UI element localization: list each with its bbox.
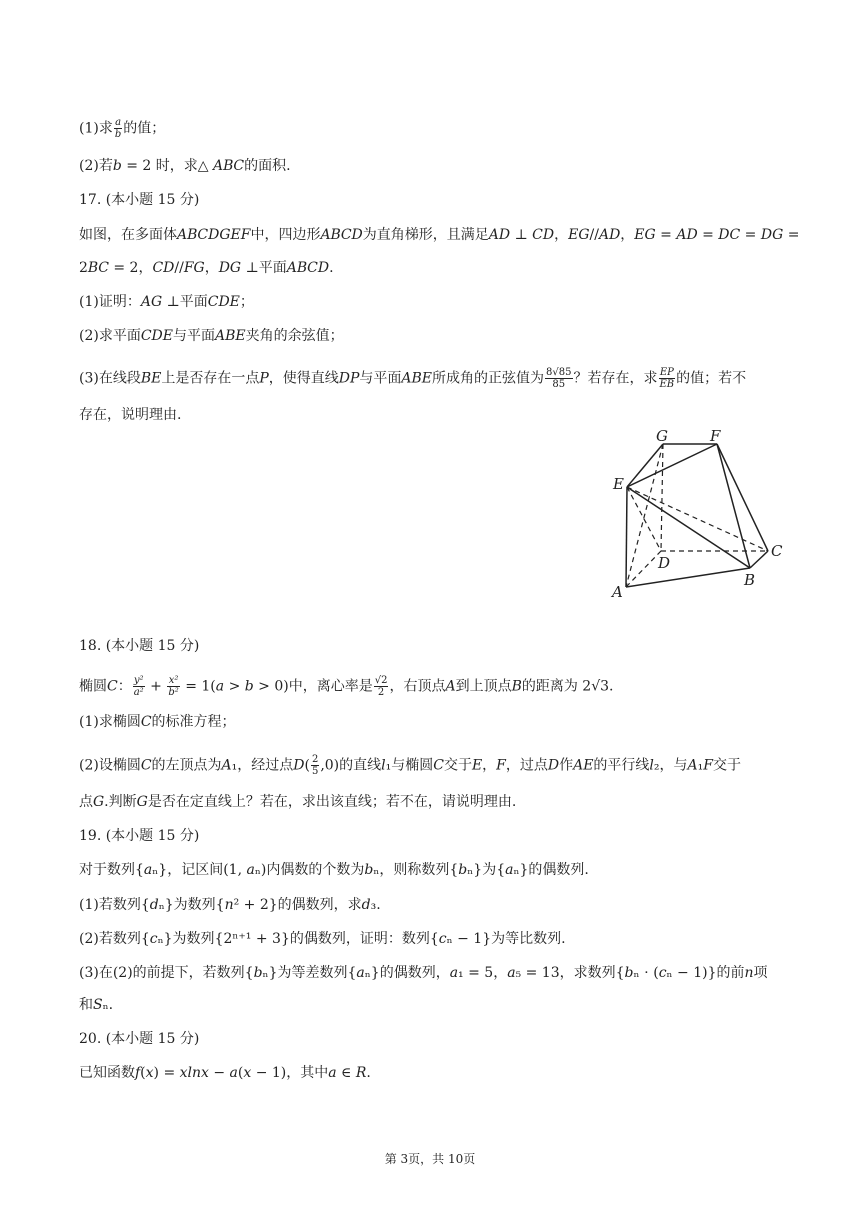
q16-part1-suffix: 的值； [123, 120, 166, 137]
fraction-denominator: b [114, 129, 122, 140]
plus-sign: + [145, 678, 167, 695]
q18-stem [79, 675, 614, 698]
label-C: C [771, 542, 783, 560]
edge-EC [627, 487, 768, 551]
edge-ED [627, 487, 661, 551]
edge-BC [750, 551, 768, 568]
q17-part3-text-b: ？若存在，求 [573, 370, 658, 387]
q17-part3-line1 [79, 367, 746, 390]
q19-part3-line1: (3)在(2)的前提下，若数列{𝑏ₙ}为等差数列{𝑎ₙ}的偶数列，𝑎₁ = 5，𝑎₅ = 13，求数列{𝑏ₙ ⋅ (𝑐ₙ − 1)}的前𝑛项 [79, 965, 768, 981]
edge-EA [626, 487, 627, 587]
q17-part3-text-a: (3)在线段𝐵𝐸上是否存在一点𝑃，使得直线𝐷𝑃与平面𝐴𝐵𝐸所成角的正弦值为 [79, 370, 545, 387]
fraction-numerator: 2 [311, 754, 319, 765]
q18-stem-text-b: = 1(𝑎 > 𝑏 > 0)中，离心率是 [180, 678, 373, 695]
page-footer: 第 3页，共 10页 [384, 1152, 476, 1166]
fraction-denominator: b² [168, 687, 179, 698]
fraction-denominator: 5 [311, 766, 319, 777]
q18-stem-text-a: 椭圆𝐶： [79, 678, 132, 695]
q18-part1: (1)求椭圆𝐶的标准方程； [79, 714, 236, 730]
fraction-numerator: √2 [374, 675, 388, 686]
fraction-denominator: a² [133, 687, 144, 698]
q18-part2-text-b: ,0)的直线𝑙₁与椭圆𝐶交于𝐸，𝐹，过点𝐷作𝐴𝐸的平行线𝑙₂，与𝐴₁𝐹交于 [320, 757, 741, 774]
edge-AB [626, 568, 750, 587]
fraction-2-over-5 [311, 754, 319, 777]
q17-header: 17. (本小题 15 分) [79, 192, 200, 208]
q17-part2: (2)求平面𝐶𝐷𝐸与平面𝐴𝐵𝐸夹角的余弦值； [79, 328, 344, 344]
q18-part2-line2: 点𝐺.判断𝐺是否在定直线上？若在，求出该直线；若不在，请说明理由. [79, 794, 517, 810]
q20-header: 20. (本小题 15 分) [79, 1031, 200, 1047]
q19-part3-line2: 和𝑆ₙ. [79, 997, 114, 1013]
fraction-x2-over-b2 [167, 675, 179, 698]
fraction-denominator: 85 [552, 379, 566, 390]
fraction-numerator: EP [659, 367, 674, 378]
q16-part1 [79, 117, 165, 140]
label-G: G [656, 427, 668, 445]
fraction-numerator: x² [168, 675, 179, 686]
q18-part2-text-a: (2)设椭圆𝐶的左顶点为𝐴₁，经过点𝐷( [79, 757, 310, 774]
fraction-denominator: 2 [377, 687, 385, 698]
label-A: A [612, 583, 623, 601]
fraction-numerator: y² [133, 675, 144, 686]
q19-part1: (1)若数列{𝑑ₙ}为数列{𝑛² + 2}的偶数列，求𝑑₃. [79, 897, 381, 913]
q17-stem-line2: 2𝐵𝐶 = 2，𝐶𝐷//𝐹𝐺，𝐷𝐺 ⊥平面𝐴𝐵𝐶𝐷. [79, 260, 334, 276]
label-E: E [613, 475, 624, 493]
fraction-y2-over-a2 [133, 675, 145, 698]
q17-part3-text-c: 的值；若不 [676, 370, 747, 387]
edge-GD [661, 444, 663, 551]
edge-EF [627, 444, 717, 487]
q18-stem-text-c: ，右顶点𝐴到上顶点𝐵的距离为 2√3. [389, 678, 614, 695]
q20-stem: 已知函数𝑓(𝑥) = 𝑥𝑙𝑛𝑥 − 𝑎(𝑥 − 1)，其中𝑎 ∈ 𝑅. [79, 1065, 371, 1081]
q18-header: 18. (本小题 15 分) [79, 638, 200, 654]
edge-FC [717, 444, 768, 551]
fraction-denominator: EB [659, 379, 675, 390]
fraction-ep-over-eb [659, 367, 676, 390]
q17-part3-line2: 存在，说明理由. [79, 407, 182, 423]
fraction-sine-value [545, 367, 572, 390]
label-F: F [710, 427, 721, 445]
q19-stem: 对于数列{𝑎ₙ}，记区间(1, 𝑎ₙ)内偶数的个数为𝑏ₙ，则称数列{𝑏ₙ}为{𝑎ₙ}的偶数列. [79, 862, 589, 878]
q19-header: 19. (本小题 15 分) [79, 828, 200, 844]
fraction-numerator: 8√85 [546, 367, 572, 378]
q16-part1-prefix: (1)求 [79, 120, 113, 137]
label-B: B [744, 571, 756, 589]
fraction-numerator: a [115, 117, 122, 128]
label-D: D [658, 554, 671, 572]
q16-part2: (2)若𝑏 = 2 时，求△ 𝐴𝐵𝐶的面积. [79, 158, 291, 174]
q17-stem-line1: 如图，在多面体𝐴𝐵𝐶𝐷𝐺𝐸𝐹中，四边形𝐴𝐵𝐶𝐷为直角梯形，且满足𝐴𝐷 ⊥ 𝐶𝐷，𝐸𝐺//𝐴𝐷，𝐸𝐺 = 𝐴𝐷 = 𝐷𝐶 = 𝐷𝐺 = [79, 227, 800, 243]
q19-part2: (2)若数列{𝑐ₙ}为数列{2ⁿ⁺¹ + 3}的偶数列，证明：数列{𝑐ₙ − 1}为等比数列. [79, 931, 566, 947]
fraction-a-over-b [114, 117, 122, 140]
polyhedron-figure [600, 425, 790, 605]
q18-part2-line1 [79, 754, 741, 777]
q17-part1: (1)证明：𝐴𝐺 ⊥平面𝐶𝐷𝐸； [79, 294, 254, 310]
fraction-root2-over-2 [374, 675, 389, 698]
